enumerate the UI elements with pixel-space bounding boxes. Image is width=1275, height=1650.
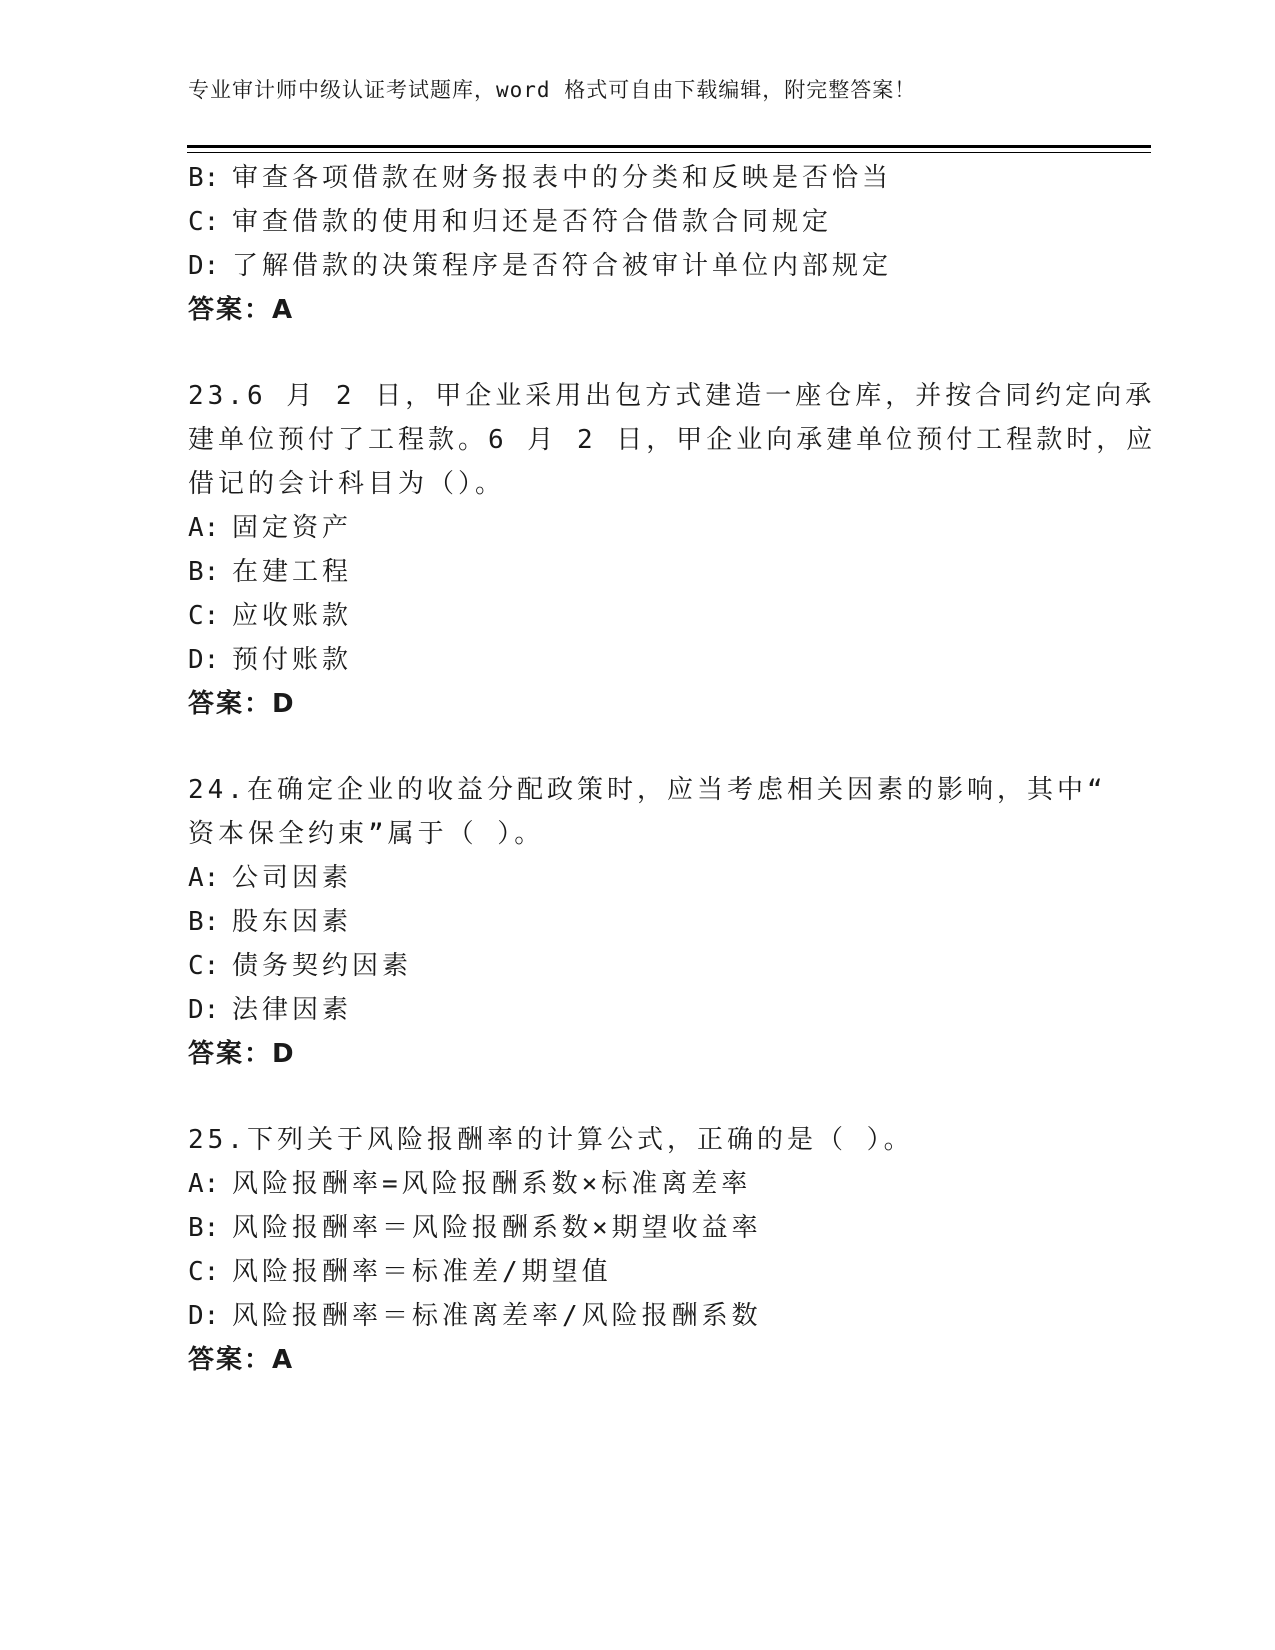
header-rule-thin: [187, 152, 1151, 153]
option-c: C: 应收账款: [188, 601, 353, 631]
option-c: C: 债务契约因素: [188, 951, 413, 981]
option-c: C: 审查借款的使用和归还是否符合借款合同规定: [188, 207, 833, 237]
header-rule-thick: [187, 145, 1151, 148]
option-a: A: 风险报酬率=风险报酬系数×标准离差率: [188, 1169, 752, 1199]
question-24-line-1: 24.在确定企业的收益分配政策时，应当考虑相关因素的影响，其中“: [188, 775, 1107, 805]
option-a: A: 公司因素: [188, 863, 353, 893]
option-d: D: 预付账款: [188, 645, 353, 675]
option-b: B: 风险报酬率＝风险报酬系数×期望收益率: [188, 1213, 762, 1243]
question-23-line-3: 借记的会计科目为（）。: [188, 469, 506, 499]
page-header: 专业审计师中级认证考试题库，word 格式可自由下载编辑，附完整答案！: [188, 78, 917, 102]
option-d: D: 了解借款的决策程序是否符合被审计单位内部规定: [188, 251, 893, 281]
answer-line: 答案：A: [188, 295, 293, 325]
answer-line: 答案：D: [188, 1039, 294, 1069]
answer-line: 答案：D: [188, 689, 294, 719]
answer-line: 答案：A: [188, 1345, 293, 1375]
option-a: A: 固定资产: [188, 513, 353, 543]
question-24-line-2: 资本保全约束”属于（ ）。: [188, 819, 545, 849]
question-23-line-1: 23.6 月 2 日，甲企业采用出包方式建造一座仓库，并按合同约定向承: [188, 381, 1156, 411]
option-d: D: 法律因素: [188, 995, 353, 1025]
option-b: B: 在建工程: [188, 557, 353, 587]
option-d: D: 风险报酬率＝标准离差率/风险报酬系数: [188, 1301, 762, 1331]
option-c: C: 风险报酬率＝标准差/期望值: [188, 1257, 612, 1287]
question-23-line-2: 建单位预付了工程款。6 月 2 日，甲企业向承建单位预付工程款时，应: [188, 425, 1157, 455]
question-25-line-1: 25.下列关于风险报酬率的计算公式，正确的是（ ）。: [188, 1125, 914, 1155]
option-b: B: 股东因素: [188, 907, 353, 937]
option-b: B: 审查各项借款在财务报表中的分类和反映是否恰当: [188, 163, 893, 193]
